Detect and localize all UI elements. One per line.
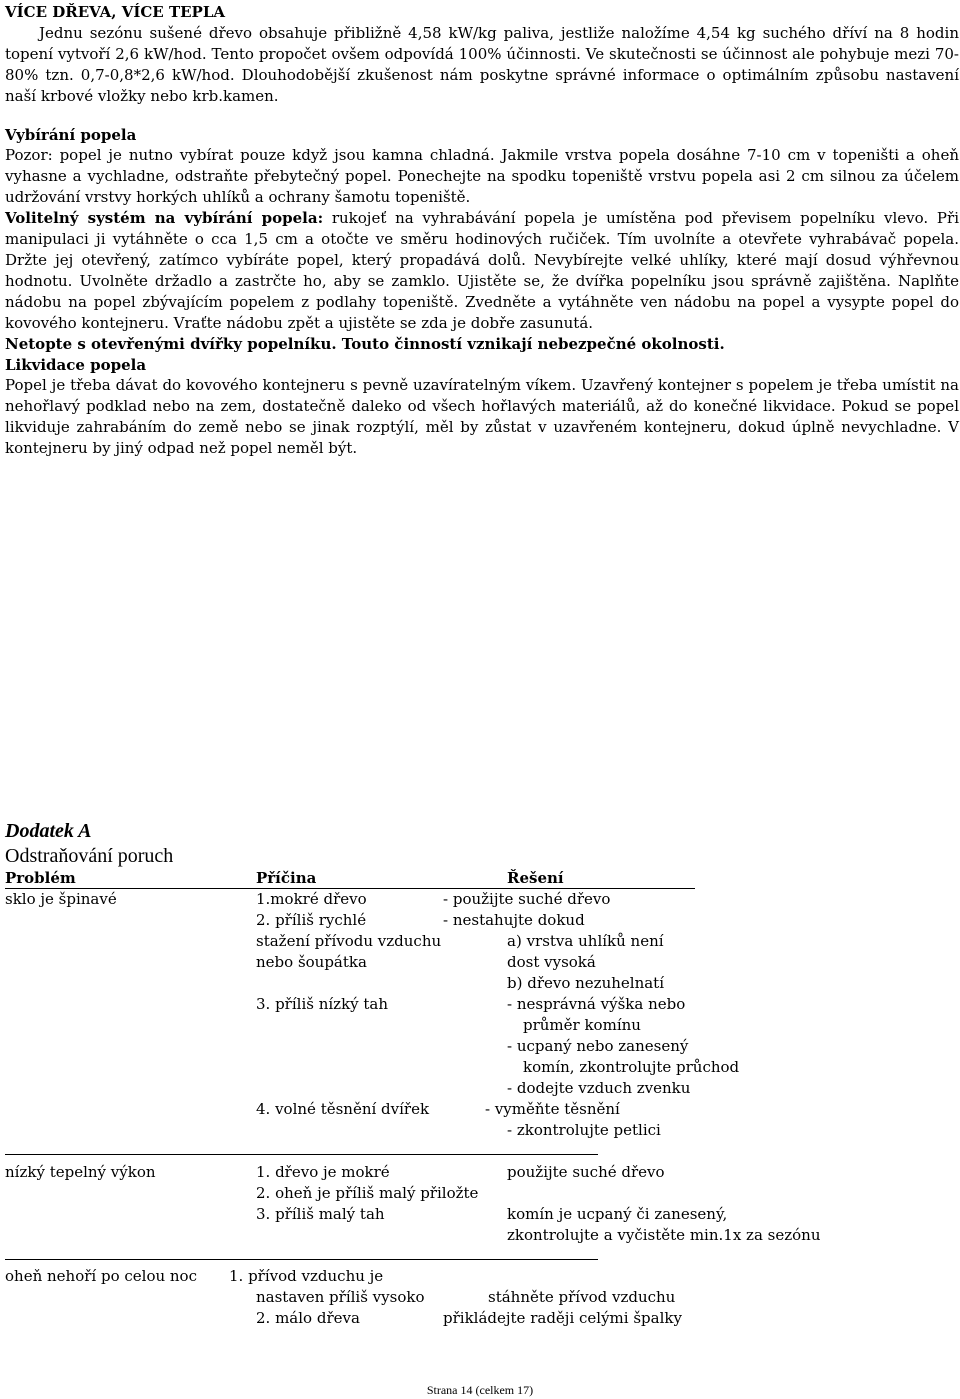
header-problem: Problém bbox=[5, 869, 76, 887]
warning-open-door: Netopte s otevřenými dvířky popelníku. Touto činností vznikají nebezpečné okolnosti. bbox=[5, 334, 725, 353]
section-heading-ash-disposal: Likvidace popela bbox=[5, 355, 147, 374]
header-solution: Řešení bbox=[507, 869, 564, 887]
solution-dry-wood: - použijte suché dřevo bbox=[443, 890, 611, 908]
solution-dont-close: - nestahujte dokud bbox=[443, 911, 585, 929]
cause-air-high: 1. přívod vzduchu je bbox=[229, 1267, 384, 1285]
cause-wood-wet: 1. dřevo je mokré bbox=[256, 1163, 390, 1181]
solution-use-dry-wood: použijte suché dřevo bbox=[507, 1163, 665, 1181]
cause-little-wood: 2. málo dřeva bbox=[256, 1309, 360, 1327]
cause-set-too-high: nastaven příliš vysoko bbox=[256, 1288, 425, 1306]
paragraph-ash-warning: Pozor: popel je nutno vybírat pouze když jsou kamna chladná. Jakmile vrstva popela dosáhne 7-10 cm v topeništi a oheň vyhasne a vychladne, odstraňte přebytečný popel. Ponechejte na spodku topeniště vrstvu popela asi 2 cm silnou za účelem udržování vrstvy horkých uhlíků a ochrany šamotu topeniště. bbox=[5, 146, 959, 207]
ash-system-label: Volitelný systém na vybírání popela: bbox=[5, 209, 324, 228]
solution-chimney-clogged: komín je ucpaný či zanesený, bbox=[507, 1205, 728, 1223]
ash-system-text: rukojeť na vyhrabávání popela je umístěna pod převisem popelníku vlevo. Při manipulaci ji vytáhněte o cca 1,5 cm a otočte ve směru hodinových ručiček. Tím uvolníte a otevřete vyhrabávač popela. Držte jej otevřený, zatímco vybíráte popel, který propadává dolů. Nevybírejte velké uhlíky, které mají dosud výhřevnou hodnotu. Uvolněte držadlo a zastrčte ho, aby se zamklo. Ujistěte se, že dvířka popelníku jsou správně zajištěna. Naplňte nádobu na popel zbývajícím popelem z podlahy topeniště. Zvedněte a vytáhněte ven nádobu na popel a vysypte popel do kovového kontejneru. Vraťte nádobu zpět a ujistěte se zda je dobře zasunutá. bbox=[5, 209, 959, 332]
header-cause: Příčina bbox=[256, 869, 317, 887]
cause-wet-wood: 1.mokré dřevo bbox=[256, 890, 367, 908]
solution-check-chimney: komín, zkontrolujte průchod bbox=[523, 1058, 740, 1076]
solution-whole-logs: přikládejte raději celými špalky bbox=[443, 1309, 682, 1327]
section-heading-ash-removal: Vybírání popela bbox=[5, 125, 137, 144]
cause-damper: nebo šoupátka bbox=[256, 953, 367, 971]
cause-low-draft: 3. příliš nízký tah bbox=[256, 995, 389, 1013]
problem-low-heat: nízký tepelný výkon bbox=[5, 1163, 156, 1181]
problem-fire-night: oheň nehoří po celou noc bbox=[5, 1267, 197, 1285]
solution-check-latch: - zkontrolujte petlici bbox=[507, 1121, 661, 1139]
section-heading-more-wood: VÍCE DŘEVA, VÍCE TEPLA bbox=[5, 3, 226, 21]
cause-draft-small: 3. příliš malý tah bbox=[256, 1205, 385, 1223]
solution-wrong-height: - nesprávná výška nebo bbox=[507, 995, 686, 1013]
paragraph-wood-energy: Jednu sezónu sušené dřevo obsahuje přibližně 4,58 kW/kg paliva, jestliže naložíme 4,54 kg suchého dříví na 8 hodin topení vytvoří 2,6 kW/hod. Tento propočet ovšem odpovídá 100% účinnosti. Ve skutečnosti se účinnost ale pohybuje mezi 70-80% tzn. 0,7-0,8*2,6 kW/hod. Dlouhodobější zkušenost nám poskytne správné informace o optimálním způsobu nastavení naší krbové vložky nebo krb.kamen. bbox=[5, 23, 959, 105]
solution-replace-seal: - vyměňte těsnění bbox=[485, 1100, 620, 1118]
text-section bbox=[5, 2, 959, 459]
problem-dirty-glass: sklo je špinavé bbox=[5, 890, 117, 908]
cause-fire-small: 2. oheň je příliš malý přiložte bbox=[256, 1184, 479, 1202]
row-divider bbox=[5, 1259, 598, 1260]
solution-clean-yearly: zkontrolujte a vyčistěte min.1x za sezónu bbox=[507, 1226, 821, 1244]
solution-chimney-diameter: průměr komínu bbox=[523, 1016, 641, 1034]
cause-too-fast: 2. příliš rychlé bbox=[256, 911, 367, 929]
solution-clogged: - ucpaný nebo zanesený bbox=[507, 1037, 689, 1055]
solution-outside-air: - dodejte vzduch zvenku bbox=[507, 1079, 691, 1097]
solution-embers-high: dost vysoká bbox=[507, 953, 596, 971]
page-footer: Strana 14 (celkem 17) bbox=[426, 1383, 534, 1397]
paragraph-ash-disposal: Popel je třeba dávat do kovového kontejneru s pevně uzavíratelným víkem. Uzavřený kontejner s popelem je třeba umístit na nehořlavý podklad nebo na zem, dostatečně daleko od všech hořlavých materiálů, až do konečné likvidace. Pokud se popel likviduje zahrabáním do země nebo se jinak rozptýlí, měl by zůstat v uzavřeném kontejneru, dokud úplně nevychladne. V kontejneru by jiný odpad než popel neměl být. bbox=[5, 376, 959, 458]
paragraph-ash-system bbox=[5, 208, 959, 333]
solution-wood-b: b) dřevo nezuhelnatí bbox=[507, 974, 665, 992]
cause-air-intake: stažení přívodu vzduchu bbox=[256, 932, 442, 950]
row-divider bbox=[5, 1154, 598, 1155]
appendix-subtitle: Odstraňování poruch bbox=[5, 845, 174, 867]
solution-reduce-air: stáhněte přívod vzduchu bbox=[488, 1288, 676, 1306]
solution-embers-a: a) vrstva uhlíků není bbox=[507, 932, 664, 950]
appendix-title: Dodatek A bbox=[5, 820, 92, 842]
cause-loose-seal: 4. volné těsnění dvířek bbox=[256, 1100, 430, 1118]
